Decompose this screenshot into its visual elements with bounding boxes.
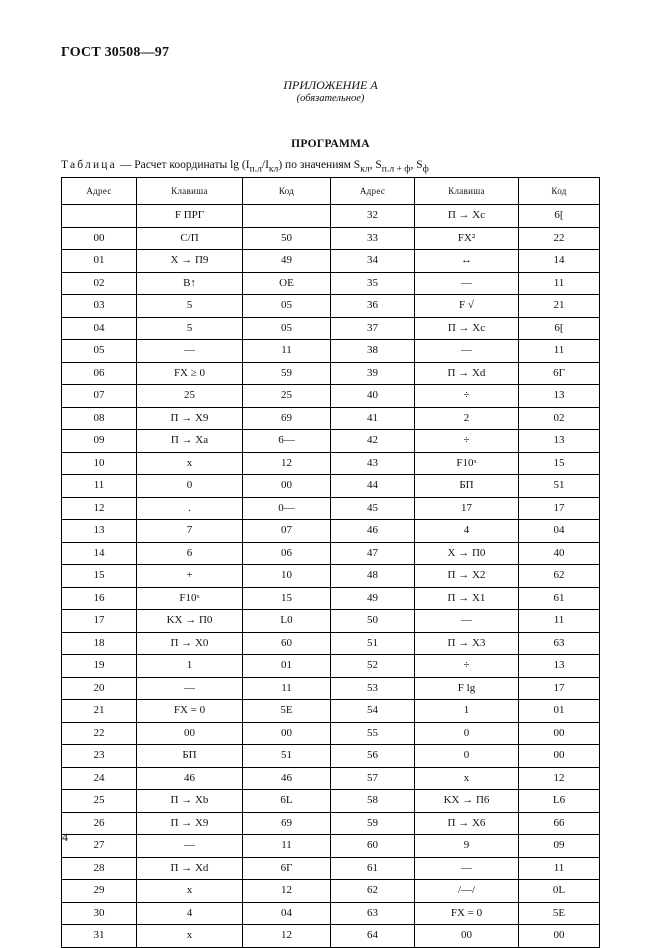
code-cell: L6 <box>519 790 600 813</box>
code-cell: 49 <box>243 250 331 273</box>
address-cell: 52 <box>331 655 415 678</box>
key-cell: x <box>415 767 519 790</box>
key-cell: П → Xd <box>415 362 519 385</box>
key-cell: П → Xa <box>137 430 243 453</box>
key-cell: П → X3 <box>415 632 519 655</box>
key-cell: 0 <box>415 722 519 745</box>
code-cell: 00 <box>243 475 331 498</box>
key-cell: 4 <box>415 520 519 543</box>
address-cell: 21 <box>62 700 137 723</box>
address-cell: 26 <box>62 812 137 835</box>
address-cell: 08 <box>62 407 137 430</box>
code-cell: 00 <box>243 722 331 745</box>
address-cell: 28 <box>62 857 137 880</box>
address-cell: 62 <box>331 880 415 903</box>
section-title: ПРОГРАММА <box>291 138 370 150</box>
key-cell: KX → П0 <box>137 610 243 633</box>
code-cell: 12 <box>519 767 600 790</box>
key-cell: П → X1 <box>415 587 519 610</box>
address-cell: 15 <box>62 565 137 588</box>
key-cell: П → Xc <box>415 317 519 340</box>
key-cell: x <box>137 925 243 948</box>
key-cell: KX → П6 <box>415 790 519 813</box>
code-cell: 66 <box>519 812 600 835</box>
appendix-subtitle: (обязательное) <box>296 93 365 104</box>
code-cell: 46 <box>243 767 331 790</box>
key-cell: . <box>137 497 243 520</box>
key-cell: FX = 0 <box>415 902 519 925</box>
document-header: ГОСТ 30508—97 <box>61 45 170 60</box>
code-cell: 6[ <box>519 205 600 228</box>
key-cell: 46 <box>137 767 243 790</box>
table-row <box>62 205 600 228</box>
key-cell: — <box>415 272 519 295</box>
address-cell: 49 <box>331 587 415 610</box>
key-cell: 9 <box>415 835 519 858</box>
column-header: Адрес <box>331 178 415 205</box>
code-cell: 5E <box>243 700 331 723</box>
table-row <box>62 227 600 250</box>
table-row <box>62 835 600 858</box>
address-cell: 27 <box>62 835 137 858</box>
code-cell: 09 <box>519 835 600 858</box>
code-cell: 6— <box>243 430 331 453</box>
code-cell: 10 <box>243 565 331 588</box>
code-cell: 00 <box>519 745 600 768</box>
address-cell: 04 <box>62 317 137 340</box>
table-row <box>62 700 600 723</box>
code-cell: 60 <box>243 632 331 655</box>
key-cell: F10ˣ <box>137 587 243 610</box>
address-cell: 25 <box>62 790 137 813</box>
key-cell: 0 <box>137 475 243 498</box>
code-cell: OE <box>243 272 331 295</box>
code-cell: 06 <box>243 542 331 565</box>
code-cell: 11 <box>519 610 600 633</box>
caption-text: , S <box>369 159 382 171</box>
address-cell: 42 <box>331 430 415 453</box>
appendix-block <box>0 79 661 105</box>
table-row <box>62 452 600 475</box>
table-row <box>62 790 600 813</box>
code-cell: 11 <box>519 272 600 295</box>
address-cell: 32 <box>331 205 415 228</box>
address-cell: 36 <box>331 295 415 318</box>
code-cell: 0L <box>519 880 600 903</box>
key-cell: — <box>415 857 519 880</box>
key-cell: F ПРГ <box>137 205 243 228</box>
key-cell: X → П9 <box>137 250 243 273</box>
code-cell: 05 <box>243 295 331 318</box>
address-cell: 00 <box>62 227 137 250</box>
address-cell: 31 <box>62 925 137 948</box>
key-cell: B↑ <box>137 272 243 295</box>
code-cell: 11 <box>519 340 600 363</box>
address-cell: 48 <box>331 565 415 588</box>
address-cell: 18 <box>62 632 137 655</box>
key-cell: x <box>137 452 243 475</box>
table-header-row <box>62 178 600 205</box>
address-cell: 07 <box>62 385 137 408</box>
code-cell: 13 <box>519 385 600 408</box>
code-cell: 12 <box>243 452 331 475</box>
code-cell: 04 <box>519 520 600 543</box>
caption-sub: кл <box>360 163 370 175</box>
table-row <box>62 250 600 273</box>
key-cell: 2 <box>415 407 519 430</box>
key-cell: — <box>137 340 243 363</box>
code-cell: 13 <box>519 655 600 678</box>
column-header: Клавиша <box>415 178 519 205</box>
key-cell: F lg <box>415 677 519 700</box>
code-cell: 17 <box>519 677 600 700</box>
address-cell: 02 <box>62 272 137 295</box>
key-cell: С/П <box>137 227 243 250</box>
key-cell: + <box>137 565 243 588</box>
key-cell: 4 <box>137 902 243 925</box>
caption-sub: п.л <box>249 163 262 175</box>
address-cell: 17 <box>62 610 137 633</box>
address-cell: 44 <box>331 475 415 498</box>
table-row <box>62 857 600 880</box>
key-cell: 6 <box>137 542 243 565</box>
address-cell: 35 <box>331 272 415 295</box>
address-cell: 63 <box>331 902 415 925</box>
key-cell: ÷ <box>415 655 519 678</box>
address-cell: 60 <box>331 835 415 858</box>
address-cell: 19 <box>62 655 137 678</box>
key-cell: П → Xc <box>415 205 519 228</box>
address-cell: 41 <box>331 407 415 430</box>
code-cell: 07 <box>243 520 331 543</box>
key-cell: 5 <box>137 295 243 318</box>
address-cell: 47 <box>331 542 415 565</box>
table-row <box>62 272 600 295</box>
key-cell: П → Xd <box>137 857 243 880</box>
key-cell: X → П0 <box>415 542 519 565</box>
code-cell: 13 <box>519 430 600 453</box>
address-cell: 11 <box>62 475 137 498</box>
key-cell: П → X9 <box>137 812 243 835</box>
code-cell: 50 <box>243 227 331 250</box>
address-cell: 38 <box>331 340 415 363</box>
table-row <box>62 902 600 925</box>
table-row <box>62 677 600 700</box>
code-cell: 5E <box>519 902 600 925</box>
code-cell: L0 <box>243 610 331 633</box>
address-cell: 01 <box>62 250 137 273</box>
code-cell: 0— <box>243 497 331 520</box>
address-cell: 09 <box>62 430 137 453</box>
address-cell: 58 <box>331 790 415 813</box>
key-cell: ÷ <box>415 430 519 453</box>
table-row <box>62 475 600 498</box>
caption-sub: п.л + ф <box>381 163 411 175</box>
key-cell: 1 <box>415 700 519 723</box>
address-cell: 45 <box>331 497 415 520</box>
table-row <box>62 295 600 318</box>
key-cell: 25 <box>137 385 243 408</box>
key-cell: 17 <box>415 497 519 520</box>
key-cell: FX² <box>415 227 519 250</box>
key-cell: — <box>137 835 243 858</box>
table-row <box>62 565 600 588</box>
address-cell: 61 <box>331 857 415 880</box>
code-cell: 40 <box>519 542 600 565</box>
code-cell: 05 <box>243 317 331 340</box>
key-cell: 0 <box>415 745 519 768</box>
code-cell: 6Г <box>243 857 331 880</box>
table-row <box>62 407 600 430</box>
table-row <box>62 520 600 543</box>
column-header: Код <box>519 178 600 205</box>
code-cell: 12 <box>243 925 331 948</box>
table-row <box>62 767 600 790</box>
table-row <box>62 497 600 520</box>
code-cell: 11 <box>519 857 600 880</box>
address-cell: 56 <box>331 745 415 768</box>
appendix-title: ПРИЛОЖЕНИЕ А <box>283 78 378 92</box>
address-cell: 06 <box>62 362 137 385</box>
address-cell: 03 <box>62 295 137 318</box>
code-cell: 01 <box>519 700 600 723</box>
address-cell: 51 <box>331 632 415 655</box>
caption-prefix: Таблица <box>61 159 117 171</box>
caption-text: ) по значениям S <box>278 159 361 171</box>
key-cell: П → X9 <box>137 407 243 430</box>
code-cell: 00 <box>519 925 600 948</box>
key-cell: БП <box>415 475 519 498</box>
caption-text: /I <box>261 159 269 171</box>
key-cell: 00 <box>137 722 243 745</box>
table-row <box>62 385 600 408</box>
address-cell: 10 <box>62 452 137 475</box>
address-cell: 39 <box>331 362 415 385</box>
table-row <box>62 632 600 655</box>
address-cell: 55 <box>331 722 415 745</box>
address-cell: 54 <box>331 700 415 723</box>
address-cell: 29 <box>62 880 137 903</box>
key-cell: 00 <box>415 925 519 948</box>
code-cell: 25 <box>243 385 331 408</box>
address-cell: 57 <box>331 767 415 790</box>
key-cell: — <box>415 340 519 363</box>
address-cell: 33 <box>331 227 415 250</box>
table-row <box>62 430 600 453</box>
address-cell: 34 <box>331 250 415 273</box>
table-row <box>62 722 600 745</box>
code-cell: 69 <box>243 407 331 430</box>
address-cell: 37 <box>331 317 415 340</box>
code-cell: 15 <box>243 587 331 610</box>
column-header: Клавиша <box>137 178 243 205</box>
table-row <box>62 745 600 768</box>
table-row <box>62 880 600 903</box>
code-cell: 6Г <box>519 362 600 385</box>
address-cell: 12 <box>62 497 137 520</box>
table-body <box>62 205 600 948</box>
table-row <box>62 362 600 385</box>
address-cell: 05 <box>62 340 137 363</box>
address-cell: 43 <box>331 452 415 475</box>
key-cell: — <box>137 677 243 700</box>
code-cell: 11 <box>243 340 331 363</box>
caption-sub: кл <box>268 163 279 175</box>
address-cell: 20 <box>62 677 137 700</box>
address-cell: 64 <box>331 925 415 948</box>
key-cell: П → X6 <box>415 812 519 835</box>
address-cell: 50 <box>331 610 415 633</box>
address-cell: 40 <box>331 385 415 408</box>
code-cell: 12 <box>243 880 331 903</box>
table-row <box>62 655 600 678</box>
caption-text: , S <box>410 159 423 171</box>
key-cell: 5 <box>137 317 243 340</box>
key-cell: П → X0 <box>137 632 243 655</box>
address-cell: 23 <box>62 745 137 768</box>
code-cell: 51 <box>519 475 600 498</box>
address-cell: 13 <box>62 520 137 543</box>
code-cell: 15 <box>519 452 600 475</box>
key-cell: x <box>137 880 243 903</box>
code-cell: 62 <box>519 565 600 588</box>
code-cell: 59 <box>243 362 331 385</box>
code-cell: 22 <box>519 227 600 250</box>
key-cell: 7 <box>137 520 243 543</box>
key-cell: П → Xb <box>137 790 243 813</box>
table-caption <box>61 159 429 174</box>
address-cell: 24 <box>62 767 137 790</box>
key-cell: П → X2 <box>415 565 519 588</box>
code-cell: 02 <box>519 407 600 430</box>
table-row <box>62 812 600 835</box>
address-cell: 16 <box>62 587 137 610</box>
table-row <box>62 610 600 633</box>
program-table <box>61 177 600 948</box>
code-cell: 11 <box>243 677 331 700</box>
key-cell: F10ˣ <box>415 452 519 475</box>
table-row <box>62 340 600 363</box>
page-number: 4 <box>62 830 68 844</box>
code-cell: 01 <box>243 655 331 678</box>
code-cell: 6[ <box>519 317 600 340</box>
code-cell: 00 <box>519 722 600 745</box>
key-cell: БП <box>137 745 243 768</box>
address-cell: 59 <box>331 812 415 835</box>
code-cell: 51 <box>243 745 331 768</box>
key-cell: FX = 0 <box>137 700 243 723</box>
key-cell: 1 <box>137 655 243 678</box>
key-cell: ↔ <box>415 250 519 273</box>
caption-sub: ф <box>422 163 429 175</box>
key-cell: — <box>415 610 519 633</box>
code-cell: 69 <box>243 812 331 835</box>
caption-text: — Расчет координаты lg (I <box>116 159 250 171</box>
address-cell <box>62 205 137 228</box>
key-cell: F √ <box>415 295 519 318</box>
address-cell: 30 <box>62 902 137 925</box>
address-cell: 14 <box>62 542 137 565</box>
code-cell: 61 <box>519 587 600 610</box>
code-cell: 6L <box>243 790 331 813</box>
address-cell: 53 <box>331 677 415 700</box>
column-header: Адрес <box>62 178 137 205</box>
column-header: Код <box>243 178 331 205</box>
address-cell: 22 <box>62 722 137 745</box>
table-row <box>62 587 600 610</box>
code-cell: 11 <box>243 835 331 858</box>
table-row <box>62 317 600 340</box>
code-cell <box>243 205 331 228</box>
key-cell: FX ≥ 0 <box>137 362 243 385</box>
code-cell: 04 <box>243 902 331 925</box>
code-cell: 14 <box>519 250 600 273</box>
table-row <box>62 542 600 565</box>
code-cell: 17 <box>519 497 600 520</box>
address-cell: 46 <box>331 520 415 543</box>
key-cell: /—/ <box>415 880 519 903</box>
code-cell: 21 <box>519 295 600 318</box>
key-cell: ÷ <box>415 385 519 408</box>
code-cell: 63 <box>519 632 600 655</box>
